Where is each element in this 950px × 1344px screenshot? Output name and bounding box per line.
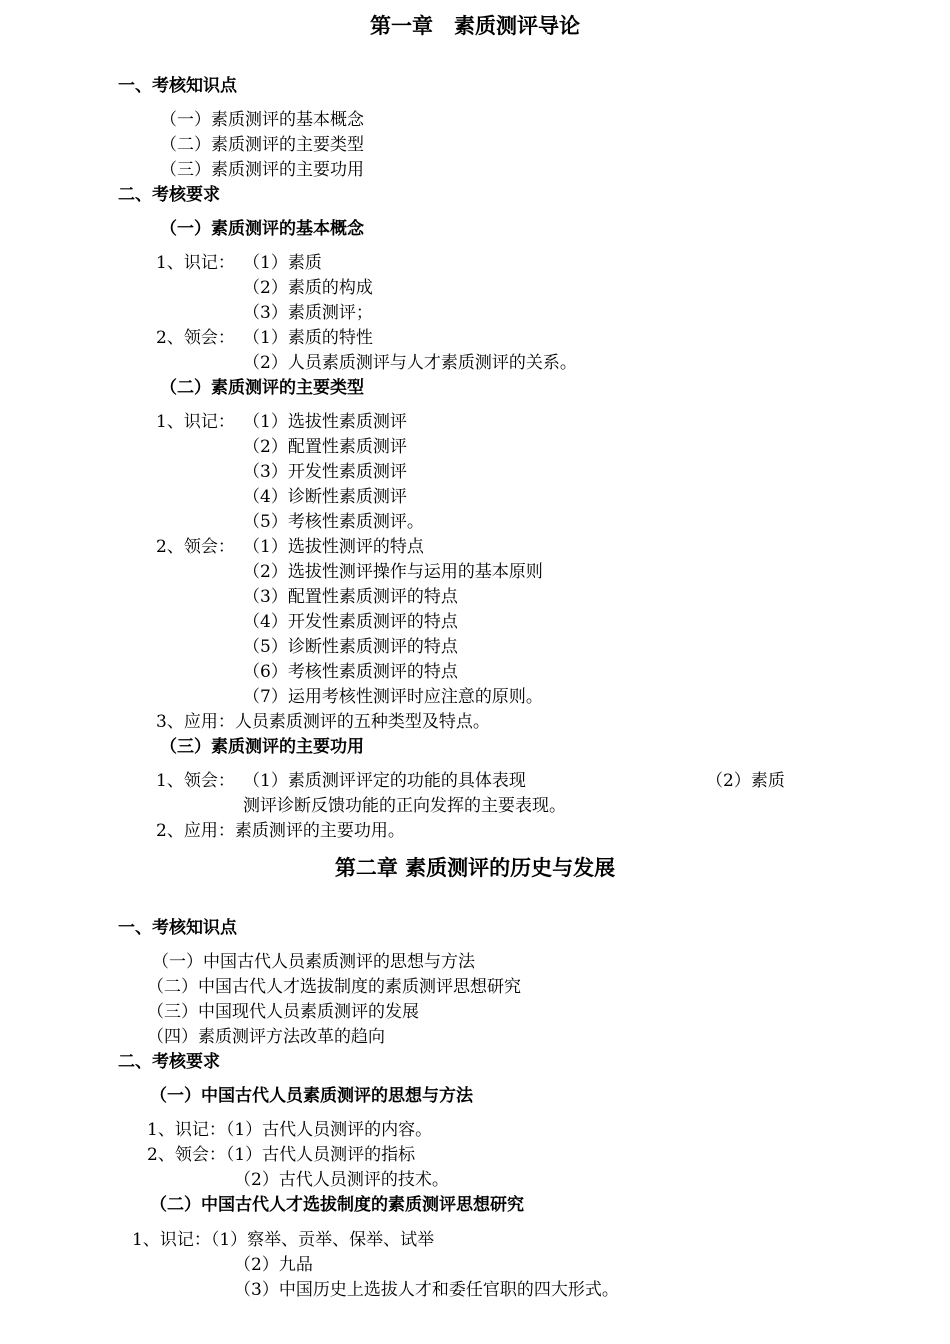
ch1-sub2-understand-item: （5）诊断性素质测评的特点 (243, 637, 458, 657)
ch1-sub1-memorize-item: （3）素质测评； (243, 303, 373, 323)
ch1-sub3-apply: 2、应用：素质测评的主要功用。 (156, 821, 405, 841)
ch1-sub1-title: （一）素质测评的基本概念 (160, 219, 364, 239)
ch1-sub3-understand-item: （1）素质测评评定的功能的具体表现 (243, 771, 526, 791)
ch1-section-requirements: 二、考核要求 (118, 185, 220, 205)
ch2-sub1-understand: 2、领会：（1）古代人员测评的指标 (147, 1145, 416, 1165)
ch2-sub2-title: （二）中国古代人才选拔制度的素质测评思想研究 (150, 1195, 524, 1215)
ch1-sub2-title: （二）素质测评的主要类型 (160, 378, 364, 398)
ch1-sub2-understand-item: （2）选拔性测评操作与运用的基本原则 (243, 562, 543, 582)
chapter-2-title: 第二章 素质测评的历史与发展 (334, 856, 616, 880)
ch1-sub1-understand-label: 2、领会： (156, 328, 235, 348)
ch2-sub2-memorize: 1、识记：（1）察举、贡举、保举、试举 (132, 1230, 435, 1250)
ch1-sub1-memorize-item: （2）素质的构成 (243, 278, 373, 298)
ch2-sub1-understand-item: （2）古代人员测评的技术。 (234, 1170, 449, 1190)
ch1-section-knowledge-points: 一、考核知识点 (118, 76, 237, 96)
ch2-knowledge-point: （一）中国古代人员素质测评的思想与方法 (152, 952, 475, 972)
ch1-knowledge-point: （二）素质测评的主要类型 (160, 135, 364, 155)
ch1-sub2-memorize-item: （5）考核性素质测评。 (243, 512, 424, 532)
ch1-sub1-understand-item: （2）人员素质测评与人才素质测评的关系。 (243, 353, 577, 373)
ch2-knowledge-point: （二）中国古代人才选拔制度的素质测评思想研究 (147, 977, 521, 997)
ch1-sub2-memorize-item: （3）开发性素质测评 (243, 462, 407, 482)
ch1-sub2-understand-item: （1）选拔性测评的特点 (243, 537, 424, 557)
ch1-sub2-understand-item: （6）考核性素质测评的特点 (243, 662, 458, 682)
ch2-knowledge-point: （三）中国现代人员素质测评的发展 (147, 1002, 419, 1022)
ch1-knowledge-point: （三）素质测评的主要功用 (160, 160, 364, 180)
ch2-sub1-title: （一）中国古代人员素质测评的思想与方法 (150, 1086, 473, 1106)
ch1-sub3-understand-item: （2）素质 (706, 771, 785, 791)
ch2-section-knowledge-points: 一、考核知识点 (118, 918, 237, 938)
ch2-section-requirements: 二、考核要求 (118, 1052, 220, 1072)
ch1-sub1-understand-item: （1）素质的特性 (243, 328, 373, 348)
ch1-sub1-memorize-label: 1、识记： (156, 253, 235, 273)
ch2-sub2-memorize-item: （2）九品 (234, 1255, 313, 1275)
ch1-sub2-understand-item: （4）开发性素质测评的特点 (243, 612, 458, 632)
ch1-sub2-apply: 3、应用：人员素质测评的五种类型及特点。 (156, 712, 490, 732)
ch2-knowledge-point: （四）素质测评方法改革的趋向 (147, 1027, 385, 1047)
ch1-sub2-memorize-label: 1、识记： (156, 412, 235, 432)
ch1-knowledge-point: （一）素质测评的基本概念 (160, 110, 364, 130)
ch1-sub2-memorize-item: （2）配置性素质测评 (243, 437, 407, 457)
ch2-sub2-memorize-item: （3）中国历史上选拔人才和委任官职的四大形式。 (234, 1280, 619, 1300)
ch1-sub1-memorize-item: （1）素质 (243, 253, 322, 273)
chapter-1-title: 第一章 素质测评导论 (370, 14, 580, 38)
ch1-sub2-understand-label: 2、领会： (156, 537, 235, 557)
ch1-sub2-memorize-item: （1）选拔性素质测评 (243, 412, 407, 432)
ch2-sub1-memorize: 1、识记：（1）古代人员测评的内容。 (147, 1120, 433, 1140)
ch1-sub3-understand-item: 测评诊断反馈功能的正向发挥的主要表现。 (243, 796, 566, 816)
ch1-sub2-understand-item: （3）配置性素质测评的特点 (243, 587, 458, 607)
ch1-sub2-memorize-item: （4）诊断性素质测评 (243, 487, 407, 507)
ch1-sub3-title: （三）素质测评的主要功用 (160, 737, 364, 757)
ch1-sub3-understand-label: 1、领会： (156, 771, 235, 791)
ch1-sub2-understand-item: （7）运用考核性测评时应注意的原则。 (243, 687, 543, 707)
